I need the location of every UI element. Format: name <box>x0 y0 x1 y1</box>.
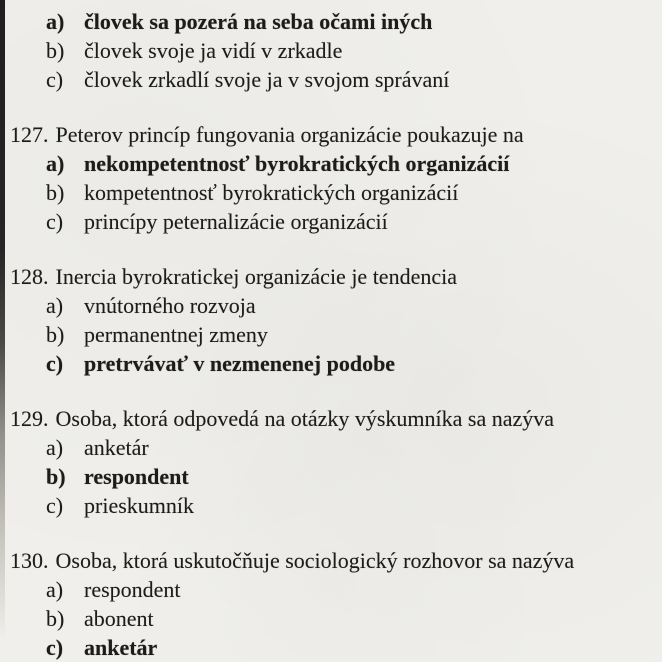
question-block-129 <box>0 404 662 520</box>
option-text: človek sa pozerá na seba očami iných <box>84 9 433 34</box>
option-row <box>46 36 662 65</box>
option-letter: a) <box>46 151 65 176</box>
option-text: vnútorného rozvoja <box>84 293 256 318</box>
option-letter: b) <box>46 322 65 347</box>
option-row <box>46 462 662 491</box>
option-row <box>46 491 662 520</box>
question-number: 130. <box>10 548 49 573</box>
option-row <box>46 433 662 462</box>
option-letter: b) <box>46 606 65 631</box>
option-text: prieskumník <box>84 493 194 518</box>
option-row <box>46 178 662 207</box>
option-row <box>46 149 662 178</box>
option-row <box>46 320 662 349</box>
option-letter: a) <box>46 435 64 460</box>
option-letter: c) <box>46 493 64 518</box>
option-row <box>46 604 662 633</box>
option-text: kompetentnosť byrokratických organizácií <box>84 180 459 205</box>
option-text: permanentnej zmeny <box>84 322 268 347</box>
question-block-130 <box>0 546 662 662</box>
question-number: 129. <box>10 406 49 431</box>
option-text: respondent <box>84 577 181 602</box>
option-text: princípy peternalizácie organizácií <box>84 209 388 234</box>
option-text: anketár <box>84 635 158 660</box>
option-row <box>46 207 662 236</box>
question-list <box>0 7 662 662</box>
option-text: anketár <box>84 435 149 460</box>
option-letter: a) <box>46 293 64 318</box>
option-letter: a) <box>46 577 64 602</box>
option-row <box>46 291 662 320</box>
option-letter: a) <box>46 9 65 34</box>
option-letter: b) <box>46 38 65 63</box>
option-letter: c) <box>46 209 64 234</box>
option-row <box>46 633 662 662</box>
option-letter: b) <box>46 180 65 205</box>
option-text: abonent <box>84 606 154 631</box>
option-letter: c) <box>46 351 64 376</box>
option-letter: c) <box>46 67 64 92</box>
option-letter: c) <box>46 635 64 660</box>
option-row <box>46 65 662 94</box>
option-text: nekompetentnosť byrokratických organizácií <box>84 151 510 176</box>
question-line <box>10 546 662 575</box>
question-text: Osoba, ktorá uskutočňuje sociologický rozhovor sa nazýva <box>55 548 575 573</box>
option-text: človek svoje ja vidí v zrkadle <box>84 38 343 63</box>
question-number: 128. <box>10 264 49 289</box>
option-row <box>46 7 662 36</box>
question-text: Inercia byrokratickej organizácie je tendencia <box>55 264 457 289</box>
question-block-126-options <box>0 7 662 94</box>
option-text: človek zrkadlí svoje ja v svojom správaní <box>84 67 450 92</box>
question-line <box>10 404 662 433</box>
question-text: Peterov princíp fungovania organizácie poukazuje na <box>55 122 524 147</box>
question-line <box>10 120 662 149</box>
question-block-128 <box>0 262 662 378</box>
option-text: respondent <box>84 464 189 489</box>
question-line <box>10 262 662 291</box>
question-text: Osoba, ktorá odpovedá na otázky výskumníka sa nazýva <box>55 406 555 431</box>
question-block-127 <box>0 120 662 236</box>
option-text: pretrvávať v nezmenenej podobe <box>84 351 396 376</box>
question-number: 127. <box>10 122 49 147</box>
option-row <box>46 575 662 604</box>
option-letter: b) <box>46 464 66 489</box>
option-row <box>46 349 662 378</box>
